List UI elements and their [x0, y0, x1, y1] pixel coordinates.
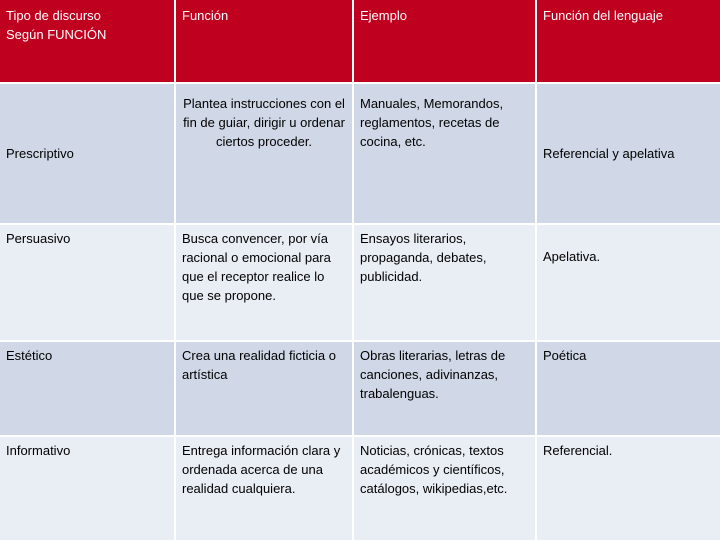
header-lenguaje: Función del lenguaje [537, 0, 720, 82]
cell-lenguaje: Poética [537, 342, 720, 435]
header-ejemplo: Ejemplo [354, 0, 535, 82]
table-row [0, 437, 720, 540]
header-tipo: Tipo de discurso Según FUNCIÓN [0, 0, 174, 82]
cell-ejemplo: Ensayos literarios, propaganda, debates, publicidad. [354, 225, 535, 340]
table-row [0, 342, 720, 435]
cell-lenguaje: Referencial y apelativa [537, 84, 720, 223]
cell-ejemplo: Obras literarias, letras de canciones, adivinanzas, trabalenguas. [354, 342, 535, 435]
cell-ejemplo: Noticias, crónicas, textos académicos y científicos, catálogos, wikipedias,etc. [354, 437, 535, 540]
header-row [0, 0, 720, 82]
cell-lenguaje: Referencial. [537, 437, 720, 540]
cell-tipo: Informativo [0, 437, 174, 540]
cell-funcion: Crea una realidad ficticia o artística [176, 342, 352, 435]
cell-tipo: Prescriptivo [0, 84, 174, 223]
table-row [0, 84, 720, 223]
table-row [0, 225, 720, 340]
cell-lenguaje: Apelativa. [537, 225, 720, 340]
cell-funcion: Plantea instrucciones con el fin de guiar, dirigir u ordenar ciertos proceder. [176, 84, 352, 223]
cell-ejemplo: Manuales, Memorandos, reglamentos, recetas de cocina, etc. [354, 84, 535, 223]
cell-tipo: Persuasivo [0, 225, 174, 340]
cell-tipo: Estético [0, 342, 174, 435]
cell-funcion: Busca convencer, por vía racional o emocional para que el receptor realice lo que se propone. [176, 225, 352, 340]
cell-funcion: Entrega información clara y ordenada acerca de una realidad cualquiera. [176, 437, 352, 540]
header-funcion: Función [176, 0, 352, 82]
